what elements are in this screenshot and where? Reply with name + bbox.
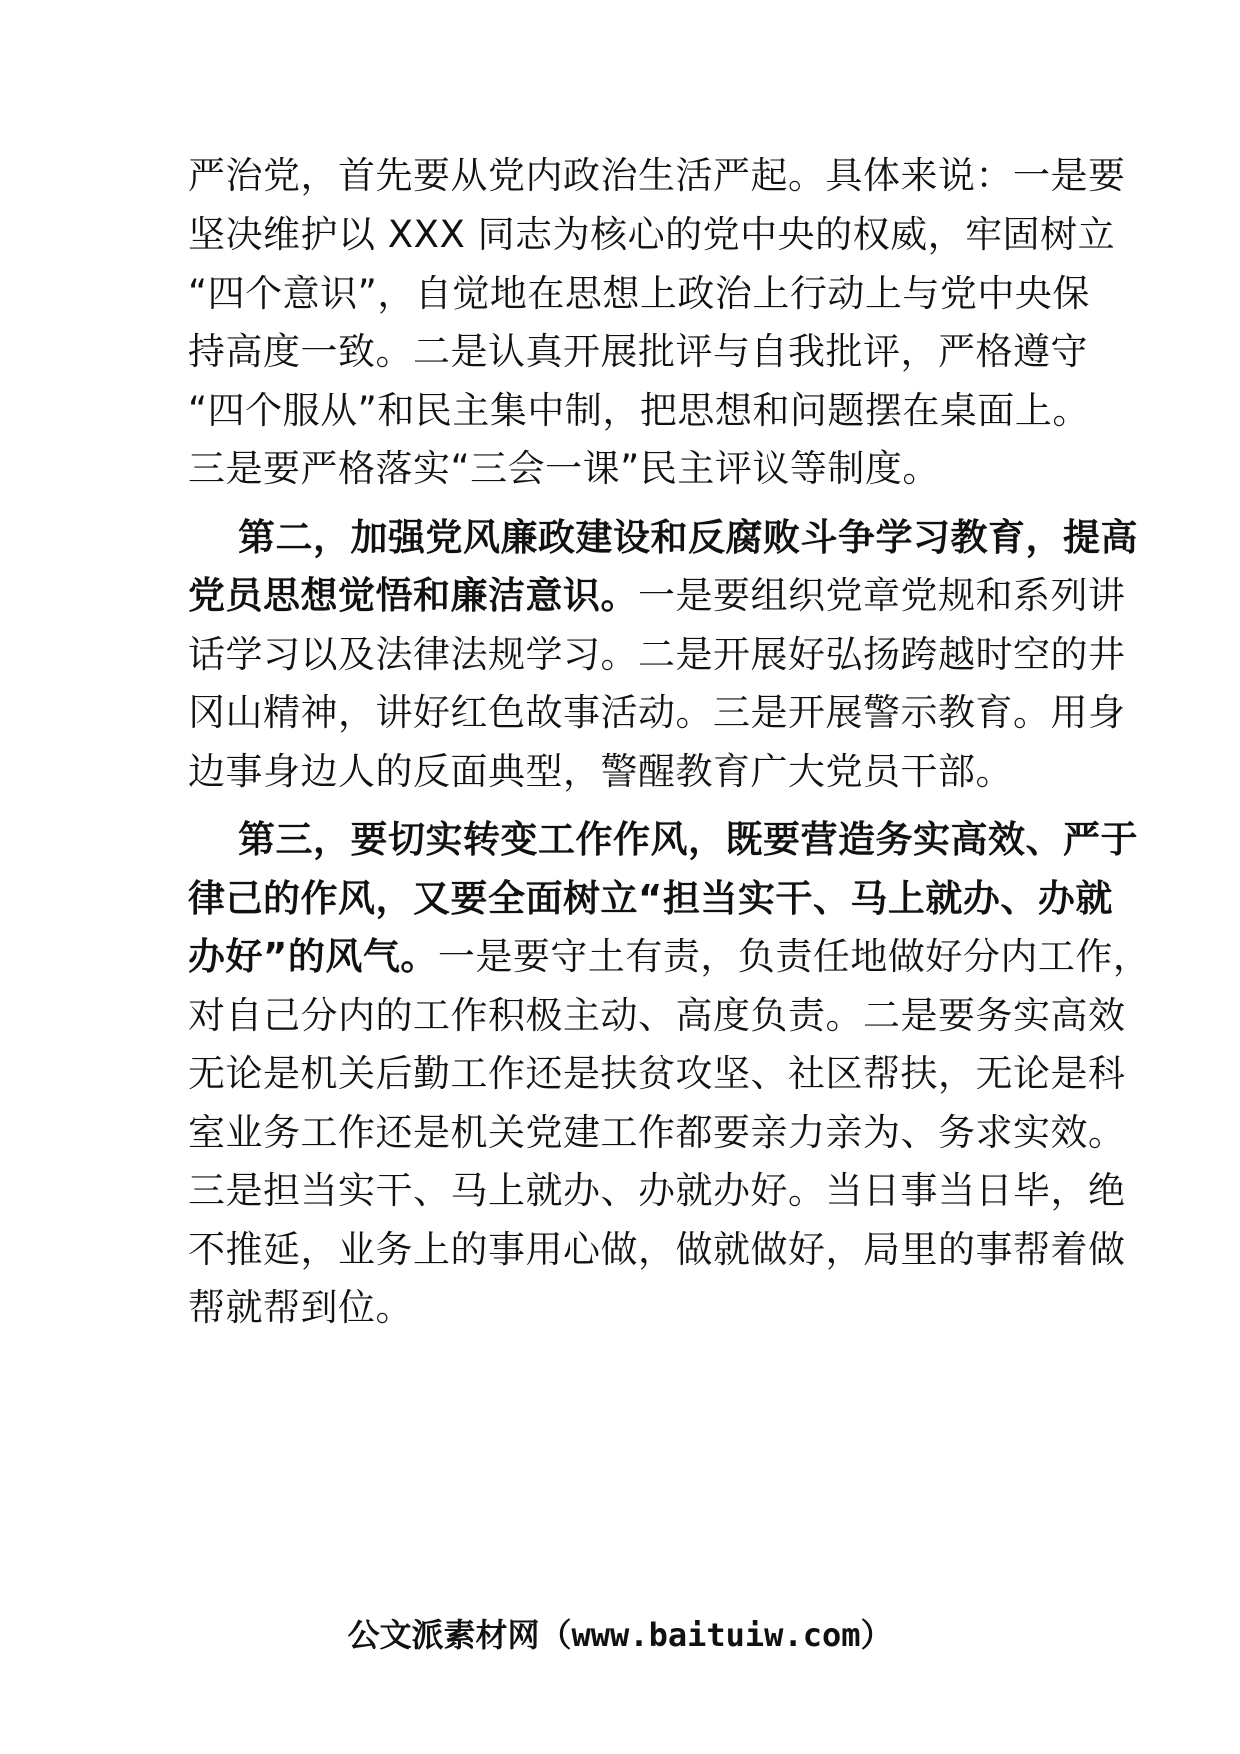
text-line: 话学习以及法律法规学习。二是开展好弘扬跨越时空的井	[188, 633, 1126, 676]
page-footer	[0, 1615, 1240, 1655]
text-run: 一是要守土有责，负责任地做好分内工作，	[437, 935, 1151, 978]
text-line: “四个服从”和民主集中制，把思想和问题摆在桌面上。	[188, 389, 1090, 432]
text-line: 三是担当实干、马上就办、办就办好。当日事当日毕，绝	[188, 1169, 1126, 1212]
text-line: 无论是机关后勤工作还是扶贫攻坚、社区帮扶，无论是科	[188, 1052, 1126, 1095]
text-line: 严治党，首先要从党内政治生活严起。具体来说：一是要	[188, 154, 1126, 197]
text-line: 边事身边人的反面典型，警醒教育广大党员干部。	[188, 750, 1013, 793]
text-run: 一是要组织党章党规和系列讲	[638, 574, 1126, 617]
footer-open-paren: （	[539, 1616, 572, 1654]
text-line: 室业务工作还是机关党建工作都要亲力亲为、务求实效。	[188, 1111, 1126, 1154]
text-line: 帮就帮到位。	[188, 1286, 413, 1329]
footer-site-name: 公文派素材网	[347, 1616, 540, 1654]
text-line: 对自己分内的工作积极主动、高度负责。二是要务实高效	[188, 994, 1126, 1037]
text-line	[188, 574, 1126, 618]
paragraph-heading-end: 办好”的风气。	[188, 935, 438, 978]
text-line: 冈山精神，讲好红色故事活动。三是开展警示教育。用身	[188, 691, 1126, 734]
paragraph-heading-line: 第二，加强党风廉政建设和反腐败斗争学习教育，提高	[238, 516, 1138, 559]
footer-url: www.baituiw.com	[571, 1616, 861, 1654]
footer-close-paren: ）	[860, 1616, 893, 1654]
paragraph-heading-end: 党员思想觉悟和廉洁意识。	[188, 574, 638, 617]
text-line: 三是要严格落实“三会一课”民主评议等制度。	[188, 447, 940, 490]
text-line: 不推延，业务上的事用心做，做就做好，局里的事帮着做	[188, 1228, 1126, 1271]
text-line	[188, 935, 1151, 979]
paragraph-heading-line: 第三，要切实转变工作作风，既要营造务实高效、严于	[238, 818, 1138, 861]
text-line: 坚决维护以 XXX 同志为核心的党中央的权威，牢固树立	[188, 213, 1116, 256]
paragraph-heading-line: 律己的作风，又要全面树立“担当实干、马上就办、办就	[188, 877, 1113, 920]
text-line: “四个意识”，自觉地在思想上政治上行动上与党中央保	[188, 272, 1090, 315]
text-line: 持高度一致。二是认真开展批评与自我批评，严格遵守	[188, 330, 1088, 373]
